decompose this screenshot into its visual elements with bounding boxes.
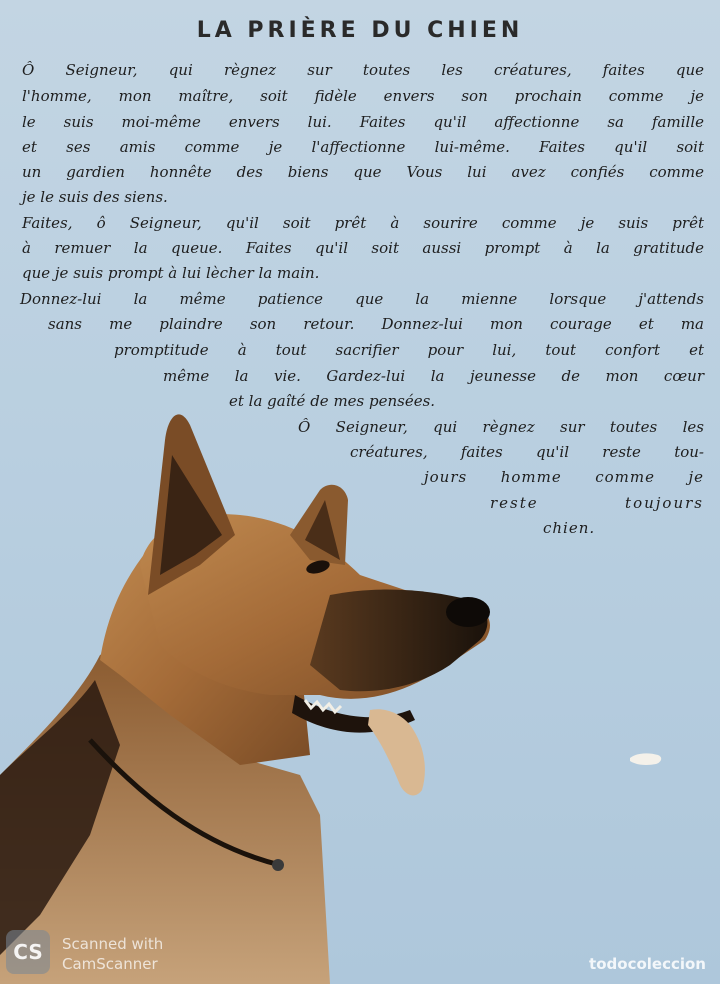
camscanner-line: CamScanner <box>62 955 158 973</box>
prayer-line: Donnez-lui la même patience que la mienne lorsque j'attends <box>20 290 704 308</box>
todocoleccion-watermark: todocoleccion <box>589 955 706 973</box>
prayer-line: Ô Seigneur, qui règnez sur toutes les créatures, faites que <box>22 61 704 79</box>
camscanner-logo: CS <box>6 930 50 974</box>
prayer-line: Faites, ô Seigneur, qu'il soit prêt à sourire comme je suis prêt <box>22 214 704 232</box>
prayer-line: un gardien honnête des biens que Vous lui avez confiés comme <box>22 163 704 181</box>
prayer-line: chien. <box>543 519 596 537</box>
camscanner-line: Scanned with <box>62 935 164 953</box>
prayer-line: et ses amis comme je l'affectionne lui-même. Faites qu'il soit <box>22 138 704 156</box>
prayer-line: que je suis prompt à lui lècher la main. <box>22 264 320 282</box>
prayer-line: créatures, faites qu'il reste tou- <box>350 443 704 461</box>
prayer-line: jours homme comme je <box>424 468 704 486</box>
prayer-line: reste toujours <box>490 494 704 512</box>
prayer-line: même la vie. Gardez-lui la jeunesse de mon cœur <box>163 367 704 385</box>
prayer-line: sans me plaindre son retour. Donnez-lui mon courage et ma <box>48 315 704 333</box>
prayer-line: l'homme, mon maître, soit fidèle envers son prochain comme je <box>22 87 704 105</box>
prayer-line: et la gaîté de mes pensées. <box>229 392 436 410</box>
prayer-line: promptitude à tout sacrifier pour lui, tout confort et <box>114 341 704 359</box>
dog-illustration <box>0 395 500 984</box>
prayer-line: Ô Seigneur, qui règnez sur toutes les <box>298 418 704 436</box>
prayer-line: le suis moi-même envers lui. Faites qu'il affectionne sa famille <box>22 113 704 131</box>
page-title: LA PRIÈRE DU CHIEN <box>196 18 524 43</box>
prayer-line: je le suis des siens. <box>22 188 168 206</box>
camscanner-watermark <box>62 934 163 974</box>
prayer-line: à remuer la queue. Faites qu'il soit aussi prompt à la gratitude <box>22 239 704 257</box>
paper-speck <box>628 752 664 766</box>
